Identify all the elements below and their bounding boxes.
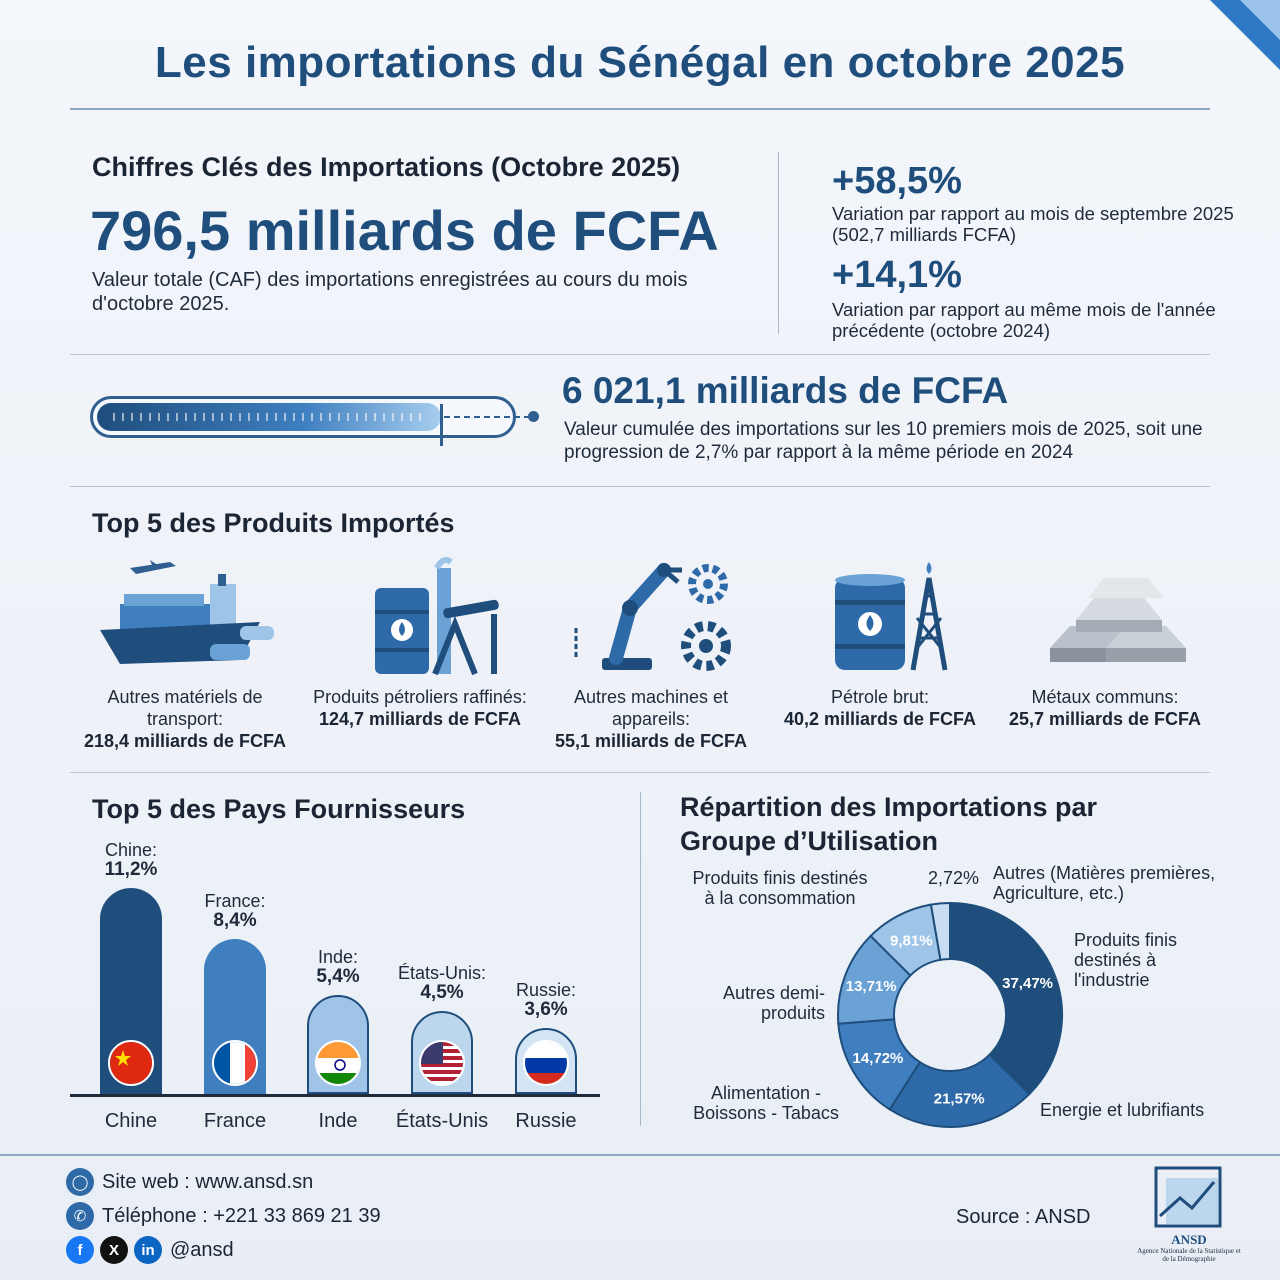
social-handle: @ansd: [170, 1238, 234, 1261]
ansd-logo-graphic: [1136, 1166, 1242, 1228]
country-axis-label: Inde: [318, 1110, 358, 1132]
title-divider: [70, 108, 1210, 110]
usage-title-line2: Groupe d’Utilisation: [680, 826, 939, 856]
product-item: [990, 548, 1220, 730]
usage-title-line1: Répartition des Importations par: [680, 792, 1098, 822]
products-title: Top 5 des Produits Importés: [92, 508, 455, 538]
country-bar-label: [486, 980, 606, 1020]
product-label: Produits pétroliers raffinés:: [313, 687, 527, 707]
progress-marker: [440, 404, 443, 446]
donut-label-food: Alimentation - Boissons - Tabacs: [693, 1083, 839, 1123]
source-text: Source : ANSD: [956, 1206, 1091, 1228]
country-bar-name: France:: [204, 891, 266, 911]
country-bar-label: [71, 840, 191, 880]
robot-arm-icon: [556, 548, 746, 678]
country-axis-label: États-Unis: [395, 1110, 489, 1132]
website-text: Site web : www.ansd.sn: [102, 1170, 314, 1193]
footer-divider: [0, 1154, 1280, 1156]
total-import-desc: Valeur totale (CAF) des importations enregistrées au cours du mois d'octobre 2025.: [92, 269, 688, 315]
countries-title: Top 5 des Pays Fournisseurs: [92, 794, 466, 824]
india-flag-icon: [315, 1040, 361, 1086]
country-bar-name: Russie:: [515, 980, 577, 1000]
monthly-change: +58,5%: [832, 160, 962, 202]
refinery-icon: [325, 548, 515, 678]
usage-title: [680, 790, 1097, 858]
donut-segment-pct: 9,81%: [890, 932, 933, 950]
product-value: 218,4 milliards de FCFA: [83, 731, 287, 751]
phone-text: Téléphone : +221 33 869 21 39: [102, 1204, 381, 1227]
france-flag-icon: [212, 1040, 258, 1086]
product-item: [765, 548, 995, 730]
product-item: [305, 548, 535, 730]
product-value: 124,7 milliards de FCFA: [318, 709, 522, 729]
donut-segment-pct: 37,47%: [1002, 974, 1054, 992]
country-bar-name: Inde:: [317, 947, 359, 967]
product-value: 55,1 milliards de FCFA: [554, 731, 748, 751]
phone-icon: ✆: [66, 1202, 94, 1230]
yearly-change: +14,1%: [832, 254, 962, 296]
facebook-icon[interactable]: f: [66, 1236, 94, 1264]
ansd-logo: [1136, 1166, 1242, 1266]
donut-label-others: Autres (Matières premières, Agriculture, etc.): [993, 863, 1216, 903]
progress-end-dot: [528, 411, 539, 422]
product-value: 25,7 milliards de FCFA: [1008, 709, 1202, 729]
x-icon[interactable]: X: [100, 1236, 128, 1264]
donut-segment-pct: 14,72%: [852, 1050, 904, 1068]
country-bar-pct: 8,4%: [213, 910, 257, 931]
product-label: Autres machines et appareils:: [573, 687, 729, 729]
ansd-logo-subtitle: Agence Nationale de la Statistique et de la Démographie: [1137, 1247, 1241, 1263]
page-title: Les importations du Sénégal en octobre 2025: [154, 38, 1126, 87]
product-label: Métaux communs:: [1031, 687, 1179, 707]
product-label: Autres matériels de transport:: [107, 687, 263, 729]
ansd-logo-text: ANSD: [1171, 1232, 1207, 1247]
donut-segment: [950, 903, 1062, 1094]
key-figures-heading: Chiffres Clés des Importations (Octobre 2025): [92, 152, 681, 182]
oil-barrel-icon: [785, 548, 975, 678]
country-axis-label: Russie: [515, 1110, 577, 1132]
website-contact[interactable]: [66, 1168, 313, 1196]
bar-chart-baseline: [70, 1094, 600, 1097]
country-axis-label: France: [203, 1110, 267, 1132]
total-import-value: 796,5 milliards de FCFA: [90, 199, 719, 262]
country-bar-name: États-Unis:: [397, 963, 487, 983]
section-divider: [70, 354, 1210, 355]
progress-dashed-line: [444, 416, 530, 418]
country-bar-pct: 11,2%: [104, 859, 158, 880]
donut-segment-pct: 13,71%: [845, 977, 897, 995]
section-divider: [70, 772, 1210, 773]
country-bar-label: [175, 891, 295, 931]
progress-ticks: [113, 413, 423, 421]
linkedin-icon[interactable]: in: [134, 1236, 162, 1264]
cargo-ship-icon: [90, 548, 280, 678]
globe-icon: ◯: [66, 1168, 94, 1196]
cumulative-value: 6 021,1 milliards de FCFA: [562, 370, 1009, 411]
phone-contact[interactable]: [66, 1202, 381, 1230]
section-divider: [70, 486, 1210, 487]
donut-label-industry: Produits finis destinés à l'industrie: [1074, 930, 1178, 990]
monthly-change-desc: Variation par rapport au mois de septembre 2025 (502,7 milliards FCFA): [832, 203, 1234, 245]
china-flag-icon: [108, 1040, 154, 1086]
country-axis-label: Chine: [104, 1110, 158, 1132]
product-item: [70, 548, 300, 752]
donut-label-others-pct: 2,72%: [928, 868, 980, 888]
country-bar-label: [382, 963, 502, 1003]
corner-decoration-light: [1240, 0, 1280, 40]
usage-donut-chart: [830, 895, 1070, 1135]
metal-ingots-icon: [1010, 548, 1200, 678]
usa-flag-icon: [419, 1040, 465, 1086]
product-label: Pétrole brut:: [830, 687, 930, 707]
product-item: [536, 548, 766, 752]
yearly-change-desc: Variation par rapport au même mois de l'année précédente (octobre 2024): [832, 299, 1216, 341]
product-value: 40,2 milliards de FCFA: [783, 709, 977, 729]
russia-flag-icon: [523, 1040, 569, 1086]
country-bar-pct: 5,4%: [316, 966, 360, 987]
country-bar-pct: 4,5%: [420, 982, 464, 1003]
social-contact[interactable]: [66, 1236, 234, 1264]
donut-label-energy: Energie et lubrifiants: [1040, 1100, 1205, 1120]
cumulative-desc: Valeur cumulée des importations sur les 10 premiers mois de 2025, soit une progression de 2,7% par rapport à la même période en 2024: [564, 419, 1203, 463]
donut-label-semi-products: Autres demi-produits: [722, 983, 825, 1023]
country-bar-name: Chine:: [104, 840, 158, 860]
country-bar-label: [278, 947, 398, 987]
country-bar-pct: 3,6%: [524, 999, 568, 1020]
key-figures-divider: [778, 152, 779, 334]
bottom-divider: [640, 792, 641, 1126]
donut-segment-pct: 21,57%: [933, 1090, 985, 1108]
donut-label-consumption: Produits finis destinés à la consommation: [692, 868, 868, 908]
